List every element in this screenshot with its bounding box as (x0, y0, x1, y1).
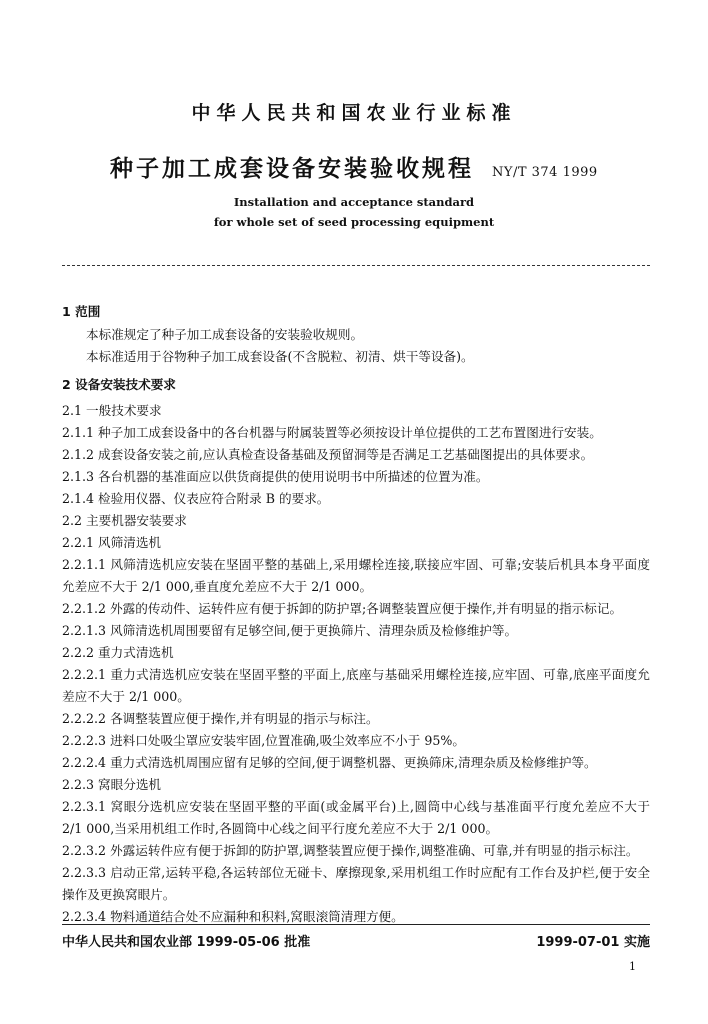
clause: 2.2.1.2 外露的传动件、运转件应有便于拆卸的防护罩;各调整装置应便于操作,并有明显的指示标记。 (62, 601, 623, 616)
english-title-line1: Installation and acceptance standard (233, 195, 475, 209)
paragraph: 本标准规定了种子加工成套设备的安装验收规则。 (86, 327, 364, 342)
clause-heading: 2.2.2 重力式清选机 (62, 645, 174, 660)
approval-info: 中华人民共和国农业部 1999-05-06 批准 (62, 935, 311, 950)
section-1-heading: 1 范围 (62, 304, 101, 319)
clause: 2.2.2.1 重力式清选机应安装在坚固平整的平面上,底座与基础采用螺栓连接,应牢固、可靠,底座平面度允差应不大于 2/1 000。 (62, 667, 650, 704)
clause-heading: 2.2 主要机器安装要求 (62, 513, 187, 528)
implementation-date: 1999-07-01 实施 (536, 935, 650, 950)
standard-type-heading: 中华人民共和国农业行业标准 (191, 102, 517, 124)
header-divider (62, 265, 650, 266)
page-number: 1 (629, 960, 636, 973)
clause: 2.2.1.3 风筛清选机周围要留有足够空间,便于更换筛片、清理杂质及检修维护等。 (62, 623, 518, 638)
english-title-line2: for whole set of seed processing equipment (213, 215, 495, 229)
standard-code: NY/T 374 1999 (492, 165, 598, 180)
clause: 2.2.3.3 启动正常,运转平稳,各运转部位无碰卡、摩擦现象,采用机组工作时应配有工作台及护栏,便于安全操作及更换窝眼片。 (62, 865, 650, 902)
document-body (62, 300, 650, 928)
clause: 2.1.3 各台机器的基准面应以供货商提供的使用说明书中所描述的位置为准。 (62, 469, 489, 484)
clause: 2.2.2.3 进料口处吸尘罩应安装牢固,位置准确,吸尘效率应不小于 95%。 (62, 733, 465, 748)
clause: 2.1.4 检验用仪器、仪表应符合附录 B 的要求。 (62, 491, 330, 506)
clause: 2.2.2.4 重力式清选机周围应留有足够的空间,便于调整机器、更换筛床,清理杂质及检修维护等。 (62, 755, 597, 770)
clause-heading: 2.2.3 窝眼分选机 (62, 777, 162, 792)
paragraph: 本标准适用于谷物种子加工成套设备(不含脱粒、初清、烘干等设备)。 (86, 349, 474, 364)
clause: 2.2.1.1 风筛清选机应安装在坚固平整的基础上,采用螺栓连接,联接应牢固、可靠;安装后机具本身平面度允差应不大于 2/1 000,垂直度允差应不大于 2/1 000。 (62, 557, 650, 594)
clause-heading: 2.2.1 风筛清选机 (62, 535, 162, 550)
clause: 2.2.3.2 外露运转件应有便于拆卸的防护罩,调整装置应便于操作,调整准确、可靠,并有明显的指示标注。 (62, 843, 639, 858)
footer-divider (62, 924, 650, 925)
clause-heading: 2.1 一般技术要求 (62, 403, 162, 418)
clause: 2.1.2 成套设备安装之前,应认真检查设备基础及预留洞等是否满足工艺基础图提出的具体要求。 (62, 447, 594, 462)
clause: 2.2.2.2 各调整装置应便于操作,并有明显的指示与标注。 (62, 711, 379, 726)
clause: 2.1.1 种子加工成套设备中的各台机器与附属装置等必须按设计单位提供的工艺布置图进行安装。 (62, 425, 602, 440)
clause: 2.2.3.1 窝眼分选机应安装在坚固平整的平面(或金属平台)上,圆筒中心线与基准面平行度允差应不大于 2/1 000,当采用机组工作时,各圆筒中心线之间平行度允差应不大于 2/1 000。 (62, 799, 650, 836)
section-2-heading: 2 设备安装技术要求 (62, 377, 176, 392)
document-title: 种子加工成套设备安装验收规程 (110, 156, 474, 182)
clause: 2.2.3.4 物料通道结合处不应漏种和积料,窝眼滚筒清理方便。 (62, 909, 404, 924)
